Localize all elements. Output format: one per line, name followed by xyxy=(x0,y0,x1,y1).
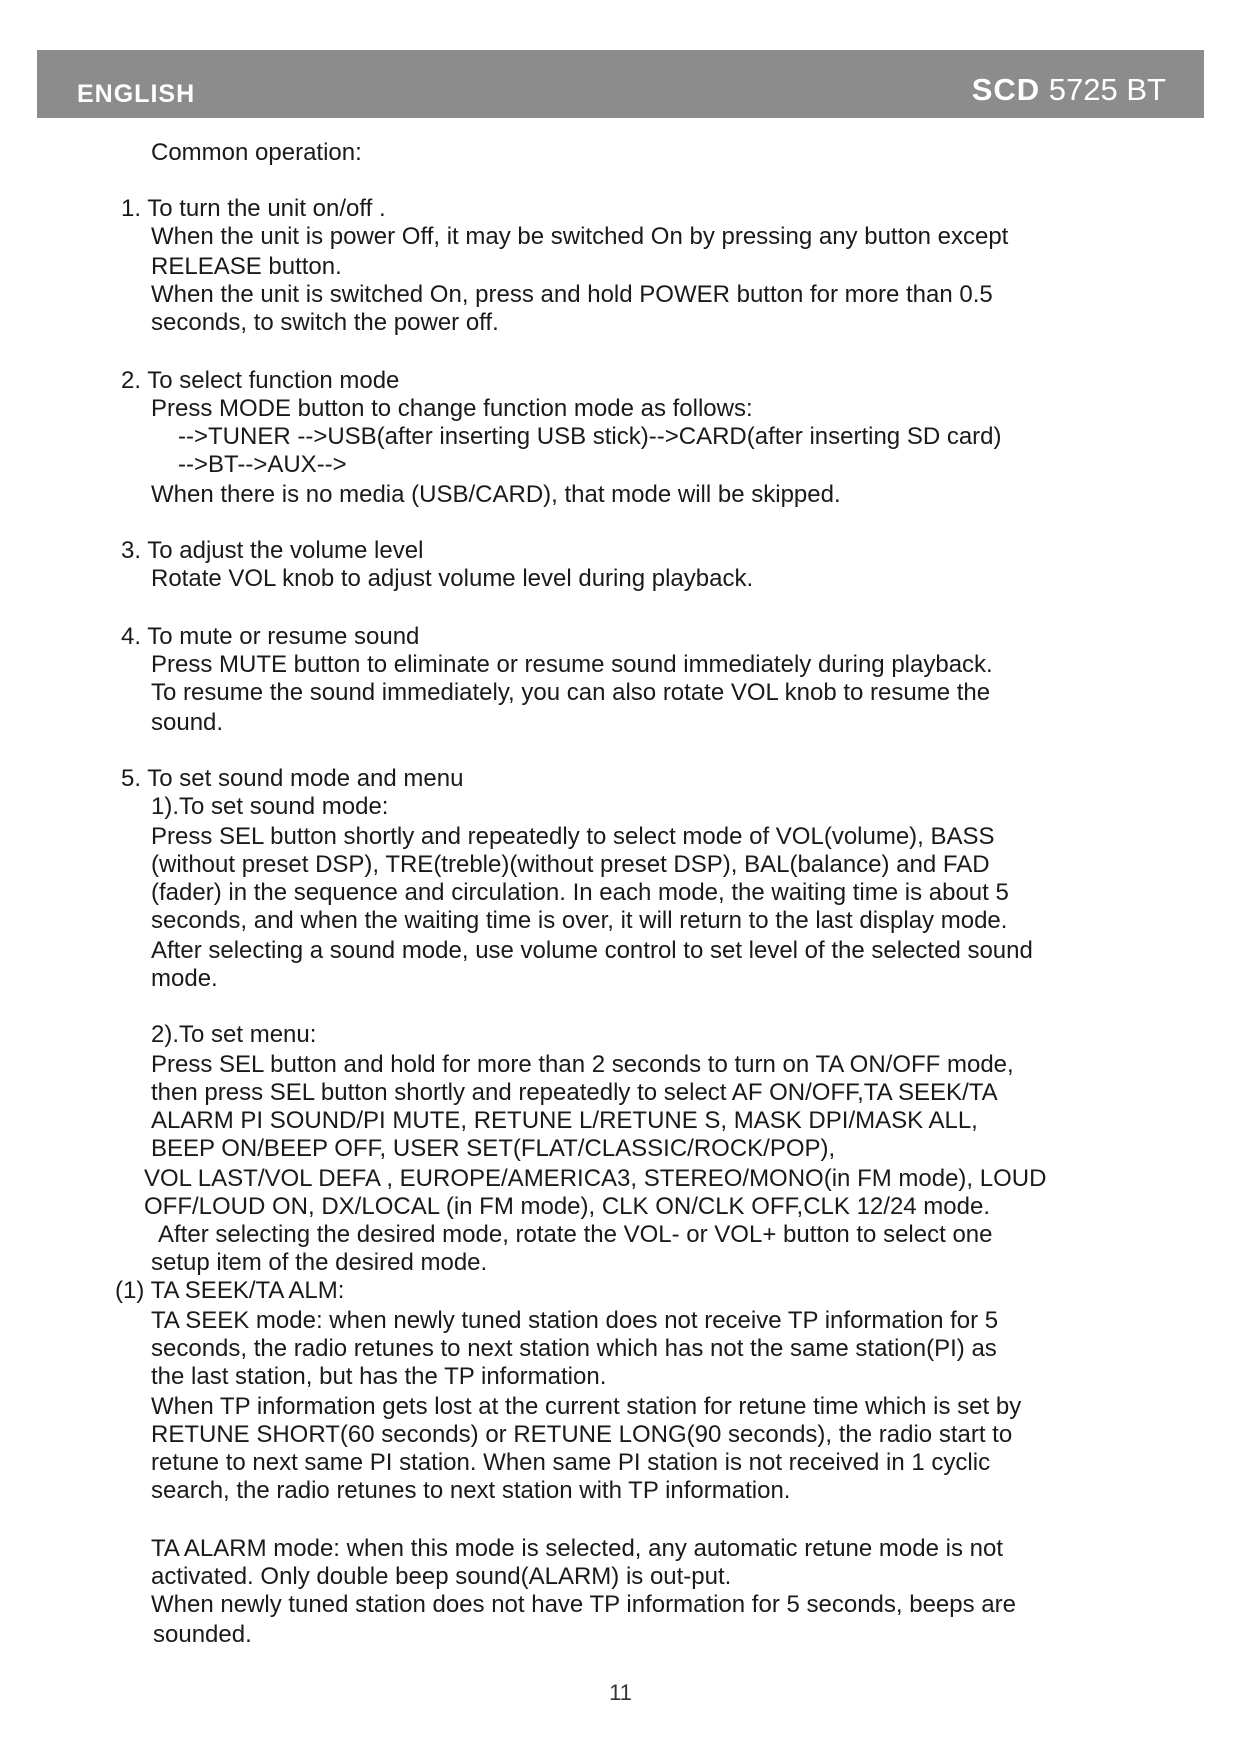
model-number: 5725 BT xyxy=(1048,72,1166,107)
text-line: the last station, but has the TP information. xyxy=(151,1363,607,1390)
text-line: seconds, the radio retunes to next station which has not the same station(PI) as xyxy=(151,1335,997,1362)
text-line: setup item of the desired mode. xyxy=(151,1249,488,1276)
text-line: Press MUTE button to eliminate or resume sound immediately during playback. xyxy=(151,651,993,678)
text-line: Press MODE button to change function mode as follows: xyxy=(151,395,753,422)
text-line: (without preset DSP), TRE(treble)(without preset DSP), BAL(balance) and FAD xyxy=(151,851,990,878)
item-heading: 1. To turn the unit on/off . xyxy=(121,195,386,222)
item-heading: 2. To select function mode xyxy=(121,367,400,394)
text-line: TA ALARM mode: when this mode is selected, any automatic retune mode is not xyxy=(151,1535,1003,1562)
text-line: OFF/LOUD ON, DX/LOCAL (in FM mode), CLK ON/CLK OFF,CLK 12/24 mode. xyxy=(144,1193,991,1220)
model-brand: SCD xyxy=(971,72,1041,107)
text-line: RELEASE button. xyxy=(151,253,342,280)
text-line: then press SEL button shortly and repeatedly to select AF ON/OFF,TA SEEK/TA xyxy=(151,1079,998,1106)
subheading: 2).To set menu: xyxy=(151,1021,317,1048)
subheading: (1) TA SEEK/TA ALM: xyxy=(115,1277,345,1304)
text-line: VOL LAST/VOL DEFA , EUROPE/AMERICA3, STEREO/MONO(in FM mode), LOUD xyxy=(144,1165,1047,1192)
text-line: BEEP ON/BEEP OFF, USER SET(FLAT/CLASSIC/ROCK/POP), xyxy=(151,1135,836,1162)
page-header xyxy=(37,50,1204,118)
text-line: When the unit is switched On, press and hold POWER button for more than 0.5 xyxy=(151,281,993,308)
text-line: To resume the sound immediately, you can also rotate VOL knob to resume the xyxy=(151,679,991,706)
text-line: When the unit is power Off, it may be switched On by pressing any button except xyxy=(151,223,1009,250)
text-line: (fader) in the sequence and circulation. In each mode, the waiting time is about 5 xyxy=(151,879,1009,906)
text-line: mode. xyxy=(151,965,218,992)
item-heading: 3. To adjust the volume level xyxy=(121,537,424,564)
text-line: search, the radio retunes to next station with TP information. xyxy=(151,1477,791,1504)
text-line: When newly tuned station does not have TP information for 5 seconds, beeps are xyxy=(151,1591,1016,1618)
text-line: seconds, and when the waiting time is over, it will return to the last display mode. xyxy=(151,907,1008,934)
text-line: When there is no media (USB/CARD), that mode will be skipped. xyxy=(151,481,841,508)
item-heading: 4. To mute or resume sound xyxy=(121,623,420,650)
text-line: -->BT-->AUX--> xyxy=(178,451,347,478)
text-line: retune to next same PI station. When same PI station is not received in 1 cyclic xyxy=(151,1449,991,1476)
item-heading: 5. To set sound mode and menu xyxy=(121,765,464,792)
text-line: RETUNE SHORT(60 seconds) or RETUNE LONG(90 seconds), the radio start to xyxy=(151,1421,1013,1448)
text-line: After selecting the desired mode, rotate the VOL- or VOL+ button to select one xyxy=(158,1221,993,1248)
section-heading: Common operation: xyxy=(151,139,362,166)
text-line: After selecting a sound mode, use volume control to set level of the selected sound xyxy=(151,937,1033,964)
text-line: sounded. xyxy=(153,1621,252,1648)
model-name xyxy=(972,72,1166,108)
text-line: Press SEL button and hold for more than 2 seconds to turn on TA ON/OFF mode, xyxy=(151,1051,1014,1078)
text-line: Rotate VOL knob to adjust volume level during playback. xyxy=(151,565,754,592)
text-line: ALARM PI SOUND/PI MUTE, RETUNE L/RETUNE S, MASK DPI/MASK ALL, xyxy=(151,1107,978,1134)
text-line: Press SEL button shortly and repeatedly to select mode of VOL(volume), BASS xyxy=(151,823,995,850)
text-line: activated. Only double beep sound(ALARM) is out-put. xyxy=(151,1563,732,1590)
text-line: seconds, to switch the power off. xyxy=(151,309,499,336)
text-line: sound. xyxy=(151,709,224,736)
page-number: 11 xyxy=(609,1680,632,1705)
text-line: TA SEEK mode: when newly tuned station does not receive TP information for 5 xyxy=(151,1307,999,1334)
text-line: -->TUNER -->USB(after inserting USB stick)-->CARD(after inserting SD card) xyxy=(178,423,1002,450)
text-line: When TP information gets lost at the current station for retune time which is set by xyxy=(151,1393,1022,1420)
subheading: 1).To set sound mode: xyxy=(151,793,389,820)
language-label: ENGLISH xyxy=(77,80,196,108)
